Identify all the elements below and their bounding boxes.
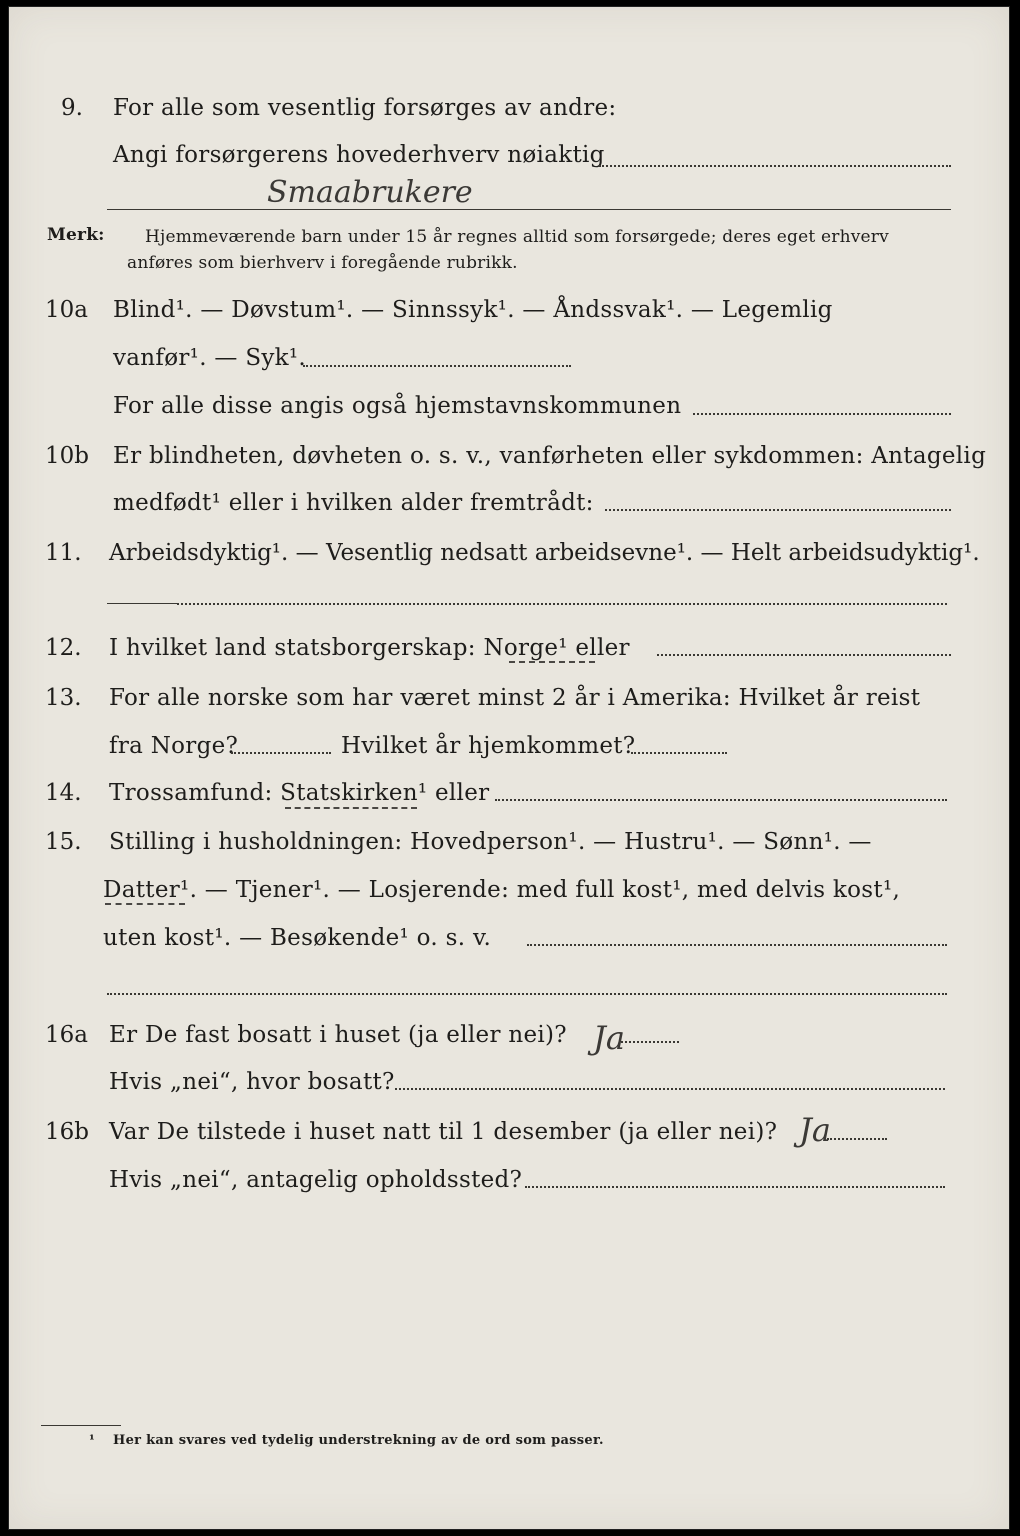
q13-number: 13. xyxy=(45,685,82,711)
q10a-fill-line-1 xyxy=(303,365,571,367)
q16b-line2: Hvis „nei“, antagelig opholdssted? xyxy=(109,1167,523,1193)
q16b-number: 16b xyxy=(45,1119,89,1145)
footnote-rule xyxy=(41,1425,121,1426)
q13-line1: For alle norske som har været minst 2 år i Amerika: Hvilket år reist xyxy=(109,685,921,711)
merk-line2: anføres som bierhverv i foregående rubrikk. xyxy=(127,253,518,273)
q14-line1: Trossamfund: Statskirken¹ eller xyxy=(109,780,490,806)
q11-fill-line xyxy=(177,603,947,605)
footnote-mark: ¹ xyxy=(89,1433,95,1448)
q14-number: 14. xyxy=(45,780,82,806)
q16a-number: 16a xyxy=(45,1022,88,1048)
q16a-fill-line-1 xyxy=(621,1041,679,1043)
q11-short-rule xyxy=(107,603,177,604)
q10a-number: 10a xyxy=(45,297,88,323)
merk-label: Merk: xyxy=(47,225,105,245)
q15-line1: Stilling i husholdningen: Hovedperson¹. — Hustru¹. — Sønn¹. — xyxy=(109,829,872,855)
q10a-fill-line-2 xyxy=(693,413,951,415)
q16b-fill-line-2 xyxy=(525,1186,945,1188)
q13-line2b: Hvilket år hjemkommet? xyxy=(341,733,636,759)
q10b-fill-line xyxy=(605,509,951,511)
q16a-handwritten-answer: Ja xyxy=(593,1019,625,1057)
census-form-page xyxy=(8,6,1010,1530)
q14-fill-line xyxy=(495,799,947,801)
q12-number: 12. xyxy=(45,635,82,661)
q9-answer-line xyxy=(107,209,951,210)
q10a-line2: vanfør¹. — Syk¹. xyxy=(113,345,307,371)
q9-handwritten-answer: Smaabrukere xyxy=(267,175,473,210)
q10b-line2: medfødt¹ eller i hvilken alder fremtrådt: xyxy=(113,490,594,516)
q13-fill-line-2 xyxy=(631,752,727,754)
q15-number: 15. xyxy=(45,829,82,855)
q15-line2: Datter¹. — Tjener¹. — Losjerende: med full kost¹, med delvis kost¹, xyxy=(103,877,901,903)
q16a-line2: Hvis „nei“, hvor bosatt? xyxy=(109,1069,395,1095)
q9-line1: For alle som vesentlig forsørges av andre: xyxy=(113,95,617,121)
q16b-fill-line-1 xyxy=(827,1138,887,1140)
q10b-line1: Er blindheten, døvheten o. s. v., vanførheten eller sykdommen: Antagelig xyxy=(113,443,987,469)
merk-line1: Hjemmeværende barn under 15 år regnes alltid som forsørgede; deres eget erhverv xyxy=(145,227,889,247)
q12-line1: I hvilket land statsborgerskap: Norge¹ eller xyxy=(109,635,630,661)
q13-line2a: fra Norge? xyxy=(109,733,239,759)
q10b-number: 10b xyxy=(45,443,89,469)
q10a-line3: For alle disse angis også hjemstavnskommunen xyxy=(113,393,682,419)
footnote-text: Her kan svares ved tydelig understrekning av de ord som passer. xyxy=(113,1433,604,1448)
q15-fill-line xyxy=(527,944,947,946)
q16b-line1: Var De tilstede i huset natt til 1 desember (ja eller nei)? xyxy=(109,1119,778,1145)
q9-fill-line xyxy=(599,165,951,167)
q16a-line1: Er De fast bosatt i huset (ja eller nei)? xyxy=(109,1022,567,1048)
q15-line3: uten kost¹. — Besøkende¹ o. s. v. xyxy=(103,925,492,951)
q13-fill-line-1 xyxy=(231,752,331,754)
q14-statskirken-underline xyxy=(285,807,417,809)
q11-number: 11. xyxy=(45,540,82,566)
q15-extra-line xyxy=(107,993,947,995)
q16b-handwritten-answer: Ja xyxy=(799,1111,831,1149)
q9-number: 9. xyxy=(61,95,83,121)
q11-line1: Arbeidsdyktig¹. — Vesentlig nedsatt arbeidsevne¹. — Helt arbeidsudyktig¹. xyxy=(109,540,980,566)
q12-norge-underline xyxy=(509,661,595,663)
q10a-line1: Blind¹. — Døvstum¹. — Sinnssyk¹. — Åndssvak¹. — Legemlig xyxy=(113,297,833,323)
q16a-fill-line-2 xyxy=(395,1088,945,1090)
q9-line2: Angi forsørgerens hovederhverv nøiaktig xyxy=(113,142,605,168)
q12-fill-line xyxy=(657,654,951,656)
q15-datter-underline xyxy=(105,903,185,905)
